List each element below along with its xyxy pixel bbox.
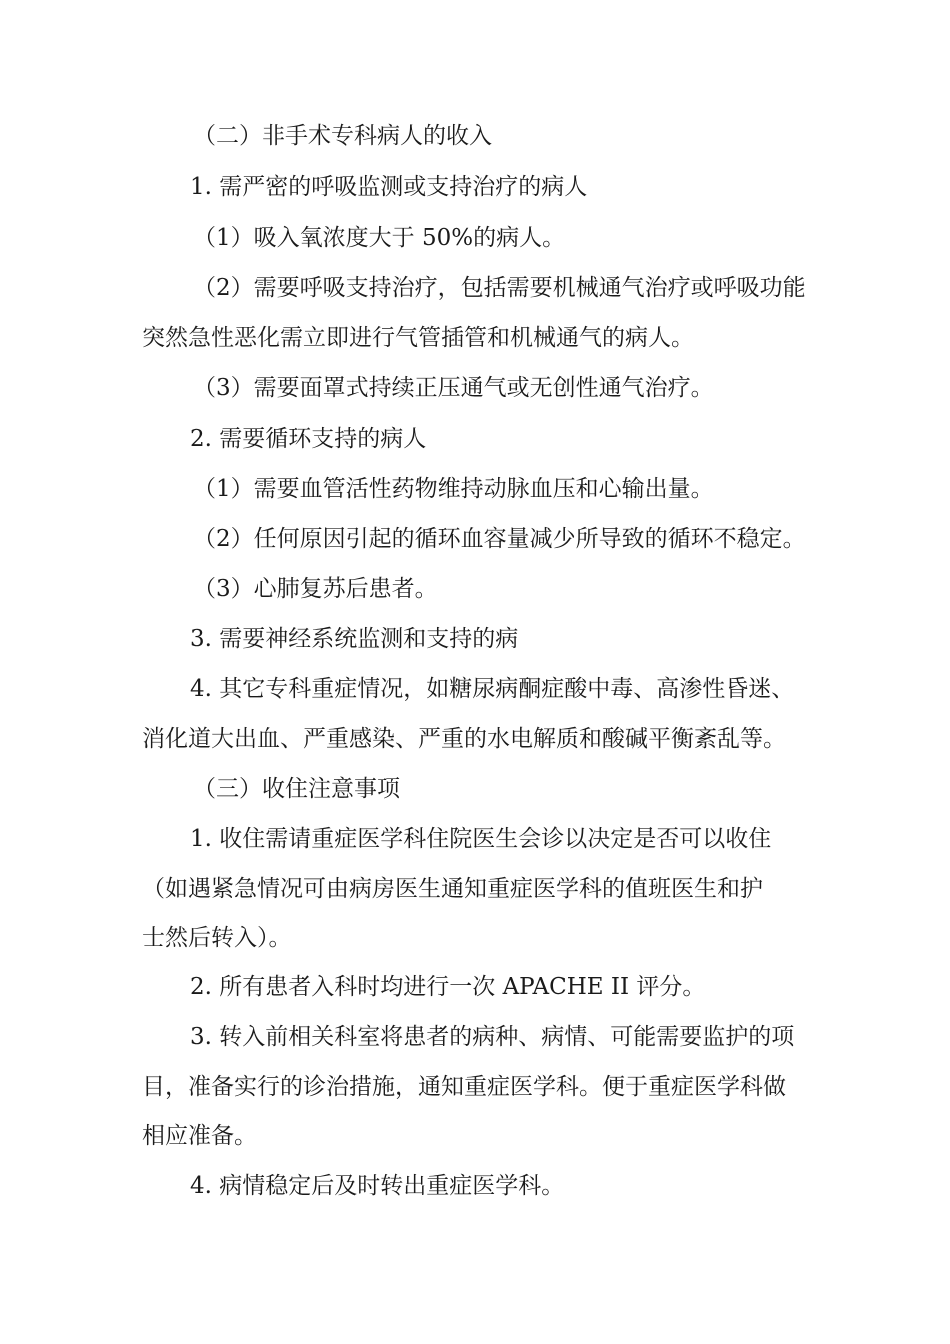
note-item-3-cont-2: 相应准备。 bbox=[142, 1123, 257, 1149]
note-item-1: 1. 收住需请重症医学科住院医生会诊以决定是否可以收住 bbox=[190, 826, 772, 852]
note-item-3: 3. 转入前相关科室将患者的病种、病情、可能需要监护的项 bbox=[190, 1024, 795, 1050]
list-item-4-cont: 消化道大出血、严重感染、严重的水电解质和酸碱平衡紊乱等。 bbox=[142, 726, 786, 752]
list-item-3: 3. 需要神经系统监测和支持的病 bbox=[190, 626, 519, 652]
note-item-2: 2. 所有患者入科时均进行一次 APACHE II 评分。 bbox=[190, 974, 706, 1000]
sub-item-1-2: （2）需要呼吸支持治疗，包括需要机械通气治疗或呼吸功能 bbox=[193, 275, 806, 301]
sub-item-2-2: （2）任何原因引起的循环血容量减少所导致的循环不稳定。 bbox=[193, 526, 806, 552]
section-heading-3: （三）收住注意事项 bbox=[193, 776, 400, 802]
sub-item-2-1: （1）需要血管活性药物维持动脉血压和心输出量。 bbox=[193, 476, 714, 502]
list-item-2: 2. 需要循环支持的病人 bbox=[190, 426, 427, 452]
list-item-1: 1. 需严密的呼吸监测或支持治疗的病人 bbox=[190, 174, 588, 200]
list-item-4: 4. 其它专科重症情况，如糖尿病酮症酸中毒、高渗性昏迷、 bbox=[190, 676, 795, 702]
note-item-3-cont: 目，准备实行的诊治措施，通知重症医学科。便于重症医学科做 bbox=[142, 1074, 786, 1100]
note-item-1-cont-2: 士然后转入）。 bbox=[142, 925, 292, 951]
section-heading-2: （二）非手术专科病人的收入 bbox=[193, 123, 492, 149]
sub-item-1-2-cont: 突然急性恶化需立即进行气管插管和机械通气的病人。 bbox=[142, 325, 694, 351]
sub-item-2-3: （3）心肺复苏后患者。 bbox=[193, 576, 438, 602]
note-item-4: 4. 病情稳定后及时转出重症医学科。 bbox=[190, 1173, 565, 1199]
note-item-1-cont: （如遇紧急情况可由病房医生通知重症医学科的值班医生和护 bbox=[142, 876, 763, 902]
sub-item-1-3: （3）需要面罩式持续正压通气或无创性通气治疗。 bbox=[193, 375, 714, 401]
sub-item-1-1: （1）吸入氧浓度大于 50%的病人。 bbox=[193, 225, 566, 251]
